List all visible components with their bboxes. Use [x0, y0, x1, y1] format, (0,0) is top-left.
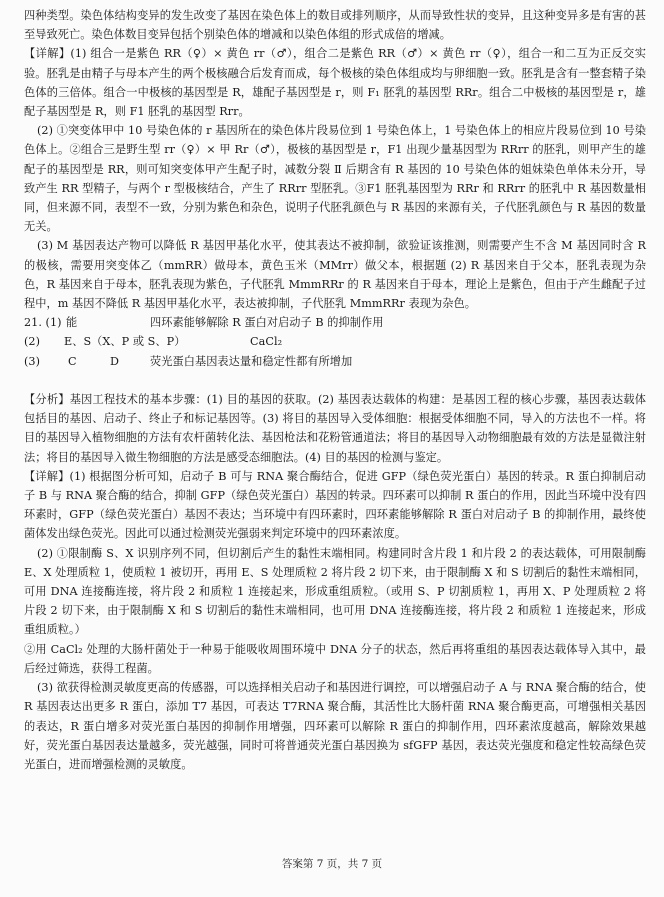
- page-footer: 答案第 7 页，共 7 页: [281, 858, 383, 870]
- answer-value: D: [110, 354, 120, 368]
- answer-value: 四环素能够解除 R 蛋白对启动子 B 的抑制作用: [150, 316, 384, 330]
- answer-number: (3): [24, 354, 40, 368]
- answer-row-21-2: [24, 332, 646, 351]
- paragraph-detail-21-2: (2) ①限制酶 S、X 识别序列不同，但切割后产生的黏性末端相同。构建同时含片段 1 和片段 2 的表达载体，可用限制酶 E、X 处理质粒 1，使质粒 1 被切开，再用 E、S 处理质粒 2 将片段 2 切下来，由于限制酶 X 和 S 切割后的黏性末端相同，可用 DNA 连接酶连接，将片段 2 和质粒 1 连接起来，形成重组质粒。（或用 S、P 切割质粒 1，再用 X、P 处理质粒 2 将片段 2 切下来，由于限制酶 X 和 S 切割后的黏性末端相同，也可用 DNA 连接酶连接，将片段 2 和质粒 1 连接起来，形成重组质粒。）: [24, 546, 646, 637]
- answer-value: CaCl₂: [250, 335, 283, 349]
- section-spacer: [24, 371, 646, 390]
- paragraph-detail-21-1: 【详解】(1) 根据图分析可知，启动子 B 可与 RNA 聚合酶结合，促进 GFP（绿色荧光蛋白）基因的转录。R 蛋白抑制启动子 B 与 RNA 聚合酶的结合，抑制 GFP（绿色荧光蛋白）基因的转录。四环素可以抑制 R 蛋白的作用，因此当环境中没有四环素时，GFP（绿色荧光蛋白）基因不表达；当环境中有四环素时，四环素能够解除 R 蛋白对启动子 B 的抑制作用，最终使菌体发出绿色荧光。因此可以通过检测荧光强弱来判定环境中的四环素浓度。: [24, 469, 646, 541]
- answer-value: 荧光蛋白基因表达量和稳定性都有所增加: [150, 354, 353, 368]
- answer-row-21-1: [24, 313, 646, 332]
- paragraph-detail-1: 【详解】(1) 组合一是紫色 RR（♀）× 黄色 rr（♂），组合二是紫色 RR（♂）× 黄色 rr（♀），组合一和二互为正反交实验。胚乳是由精子与母本产生的两个极核融合后发育而成，每个极核的染色体组成均与卵细胞一致。胚乳是含有一整套精子染色体的三倍体。组合一中极核的基因型是 R，雄配子基因型是 r，则 F₁ 胚乳的基因型 RRr。组合二中极核的基因型是 r，雄配子基因型是 R，则 F1 胚乳的基因型 Rrr。: [24, 47, 646, 119]
- paragraph-analysis: 【分析】基因工程技术的基本步骤：(1) 目的基因的获取。(2) 基因表达载体的构建：是基因工程的核心步骤，基因表达载体包括目的基因、启动子、终止子和标记基因等。(3) 将目的基因导入受体细胞：根据受体细胞不同，导入的方法也不一样。将目的基因导入植物细胞的方法有农杆菌转化法、基因枪法和花粉管通道法；将目的基因导入动物细胞最有效的方法是显微注射法；将目的基因导入微生物细胞的方法是感受态细胞法。(4) 目的基因的检测与鉴定。: [24, 393, 646, 464]
- paragraph-detail-21-3: (3) 欲获得检测灵敏度更高的传感器，可以选择相关启动子和基因进行调控，可以增强启动子 A 与 RNA 聚合酶的结合，使 R 基因表达出更多 R 蛋白，添加 T7 基因，可表达 T7RNA 聚合酶，其活性比大肠杆菌 RNA 聚合酶更高，可增强相关基因的表达，R 蛋白增多对荧光蛋白基因的抑制作用增强，四环素可以解除 R 蛋白的抑制作用，四环素浓度越高，解除效果越好，荧光蛋白基因表达量越多，荧光越强，同时可将普通荧光蛋白基因换为 sfGFP 基因，表达荧光强度和稳定性较高绿色荧光蛋白，进而增强检测的灵敏度。: [24, 681, 646, 771]
- paragraph-detail-3: (3) M 基因表达产物可以降低 R 基因甲基化水平，使其表达不被抑制，欲验证该推测，则需要产生不含 M 基因同时含 R 的极核，需要用突变体乙（mmRR）做母本，黄色玉米（MMrr）做父本，根据题 (2) R 基因来自于父本，胚乳表现为杂色，R 基因来自于母本，胚乳表现为紫色，子代胚乳 MmmRRr 的 R 基因来自于母本，理论上是紫色，但由于产生雌配子过程中，m 基因不降低 R 基因甲基化水平，表达被抑制，子代胚乳 MmmRRr 表现为杂色。: [24, 239, 646, 311]
- answer-value: C: [68, 354, 77, 368]
- paragraph-variation-types: 四种类型。染色体结构变异的发生改变了基因在染色体上的数目或排列顺序，从而导致性状的变异，且这种变异多是有害的甚至导致死亡。染色体数目变异包括个别染色体的增减和以染色体组的形式成倍的增减。: [24, 9, 646, 42]
- answer-number: (2): [24, 335, 40, 349]
- paragraph-detail-21-2b: ②用 CaCl₂ 处理的大肠杆菌处于一种易于能吸收周围环境中 DNA 分子的状态，然后再将重组的基因表达载体导入其中，最后经过筛选，获得工程菌。: [24, 642, 646, 675]
- answer-value: E、S（X、P 或 S、P）: [64, 335, 186, 349]
- answer-number: 21. (1): [24, 316, 62, 330]
- document-body: [24, 6, 646, 774]
- answer-value: 能: [66, 316, 78, 330]
- answer-row-21-3: [24, 352, 646, 371]
- paragraph-detail-2: (2) ①突变体甲中 10 号染色体的 r 基因所在的染色体片段易位到 1 号染色体上，1 号染色体上的相应片段易位到 10 号染色体上。②组合三是野生型 rr（♀）× 甲 Rr（♂），极核的基因型是 r，F1 出现少量基因型为 RRrr 的胚乳，则甲产生的雄配子的基因型是 RR，则可知突变体甲产生配子时，减数分裂 Ⅱ 后期含有 R 基因的 10 号染色体的姐妹染色单体未分开，导致产生 RR 型精子，与两个 r 型极核结合，产生了 RRrr 型胚乳。③F1 胚乳基因型为 RRr 和 RRrr 的胚乳中 R 基因数量相同，但来源不同，表型不一致，分别为紫色和杂色，说明子代胚乳颜色与 R 基因的来源有关，子代胚乳颜色与 R 基因的数量无关。: [24, 124, 646, 234]
